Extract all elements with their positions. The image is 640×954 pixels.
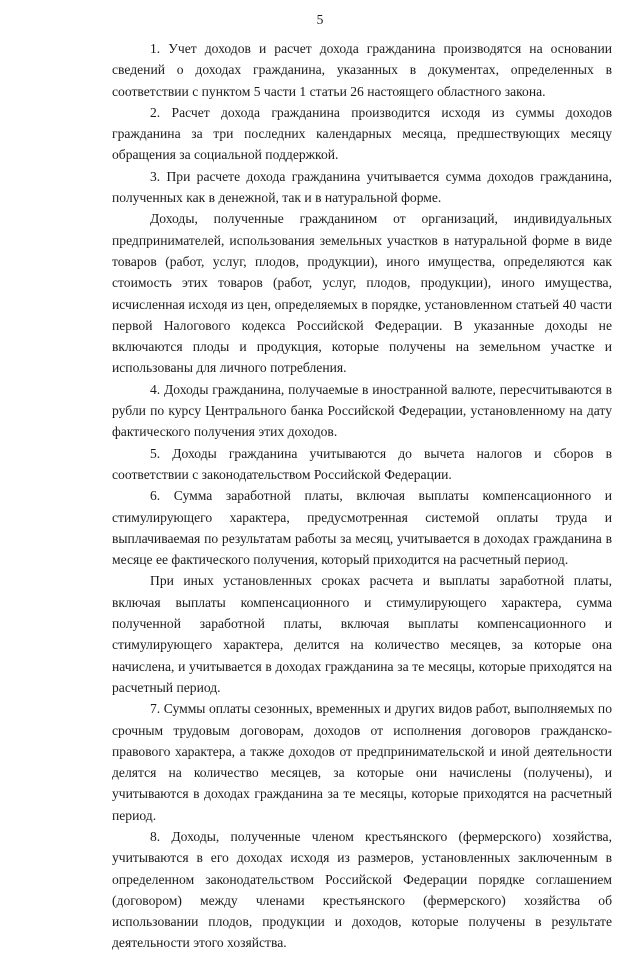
paragraph-6-other-terms: При иных установленных сроках расчета и выплаты заработной платы, включая выплаты компенсационного и стимулирующего характера, сумма полученной заработной платы, включая выплаты компенсационного и стимулирующего характера, делится на количество месяцев, за которые она начислена, и учитывается в доходах гражданина за те месяцы, которые приходятся на расчетный период. bbox=[112, 573, 612, 695]
paragraph-3: 3. При расчете дохода гражданина учитывается сумма доходов гражданина, полученных как в денежной, так и в натуральной форме. bbox=[112, 168, 612, 206]
page-number: 5 bbox=[316, 12, 324, 27]
paragraph-6: 6. Сумма заработной платы, включая выплаты компенсационного и стимулирующего характера, предусмотренная системой оплаты труда и выплачиваемая по результатам работы за месяц, учитывается в доходах гражданина в месяце ее фактического получения, который приходится на расчетный период. bbox=[112, 488, 612, 568]
paragraph-8: 8. Доходы, полученные членом крестьянского (фермерского) хозяйства, учитываются в его доходах исходя из размеров, установленных заключенным в определенном законодательством Российской Федерации порядке соглашением (договором) между членами крестьянского (фермерского) хозяйства об использовании плодов, продукции и доходов, которые получены в результате деятельности этого хозяйства. bbox=[112, 828, 612, 951]
paragraph-2: 2. Расчет дохода гражданина производится исходя из суммы доходов гражданина за три последних календарных месяца, предшествующих месяцу обращения за социальной поддержкой. bbox=[112, 104, 612, 163]
paragraph-4: 4. Доходы гражданина, получаемые в иностранной валюте, пересчитываются в рубли по курсу Центрального банка Российской Федерации, установленному на дату фактического получения этих доходов. bbox=[112, 381, 612, 440]
paragraph-1: 1. Учет доходов и расчет дохода гражданина производятся на основании сведений о доходах гражданина, указанных в документах, определенных в соответствии с пунктом 5 части 1 статьи 26 настоящего областного закона. bbox=[112, 41, 612, 99]
paragraph-5: 5. Доходы гражданина учитываются до вычета налогов и сборов в соответствии с законодательством Российской Федерации. bbox=[112, 445, 612, 482]
paragraph-7: 7. Суммы оплаты сезонных, временных и других видов работ, выполняемых по срочным трудовым договорам, доходов от исполнения договоров гражданско-правового характера, а также доходов от предпринимательской и иной деятельности делятся на количество месяцев, за которые они начислены (получены), и учитываются в доходах гражданина за те месяцы, которые приходятся на расчетный период. bbox=[112, 701, 612, 823]
document-body bbox=[112, 38, 612, 954]
paragraph-3-income-in-kind: Доходы, полученные гражданином от организаций, индивидуальных предпринимателей, использования земельных участков в натуральной форме в виде товаров (работ, услуг, плодов, продукции), иного имущества, определяются как стоимость этих товаров (работ, услуг, плодов, продукции), иного имущества, исчисленная исходя из цен, определяемых в порядке, установленном статьей 40 части первой Налогового кодекса Российской Федерации. В указанные доходы не включаются плоды и продукция, которые получены на земельном участке и использованы для личного потребления. bbox=[112, 211, 612, 376]
